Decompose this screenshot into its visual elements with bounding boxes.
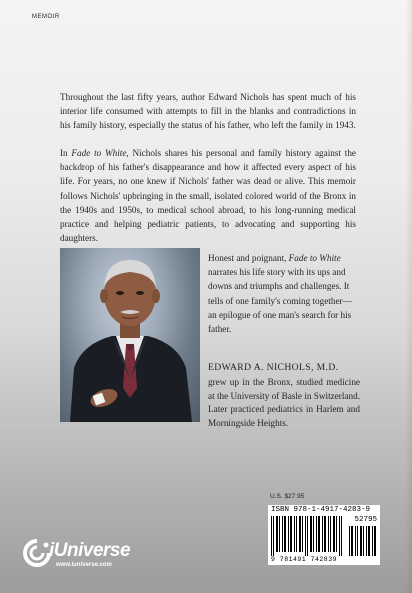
edge-shadow [406,0,412,593]
publisher-url: www.iuniverse.com [56,562,112,568]
blurb-rest: narrates his life story with its ups and downs and triumphs and challenges. It tells of one family's coming together—an epilogue of one man's search for his father. [208,267,352,335]
barcode-bars [271,516,347,556]
publisher-logo [22,538,182,572]
isbn-text: ISBN 978-1-4917-4283-9 [271,506,371,514]
iuniverse-swirl-icon [22,538,52,568]
price-label: U.S. $27.95 [270,493,305,500]
barcode-digits: 9 781491 742839 [271,556,338,563]
book-title-italic: Fade to White [71,148,127,158]
publisher-name: iUniverse [49,540,131,561]
paragraph-2-lead: In [60,148,72,158]
barcode-panel [268,505,380,565]
author-portrait [60,248,200,422]
author-bio: grew up in the Bronx, studied medicine at the University of Basle in Switzerland. Later practiced pediatrics in Harlem and Morningside Heights. [208,377,360,428]
genre-label: MEMOIR [32,14,60,20]
blurb-lead: Honest and poignant, [208,253,289,263]
paragraph-2-rest: , Nichols shares his personal and family history against the backdrop of his father's disappearance and how it affected every aspect of his life. For years, no one knew if Nichols' father was dead or alive. This memoir follows Nichols' upbringing in the small, isolated colored world of the Bronx in the 1940s and 1950s, to medical school abroad, to his long-running medical practice and helping pediatric patients, to advocating and supporting his daughters. [60,148,356,244]
addon-barcode-bars [349,526,377,556]
blurb-book-title: Fade to White [288,253,341,263]
description-paragraph-2 [60,146,356,245]
price-addon-code: 52795 [354,516,377,524]
blurb-paragraph [208,251,358,336]
author-photo [60,248,200,422]
description-paragraph-1: Throughout the last fifty years, author Edward Nichols has spent much of his interior life consumed with attempts to fill in the blanks and contradictions in his family history, especially the status of his father, who left the family in 1943. [60,92,356,131]
author-name: EDWARD A. NICHOLS, M.D. [208,362,339,373]
